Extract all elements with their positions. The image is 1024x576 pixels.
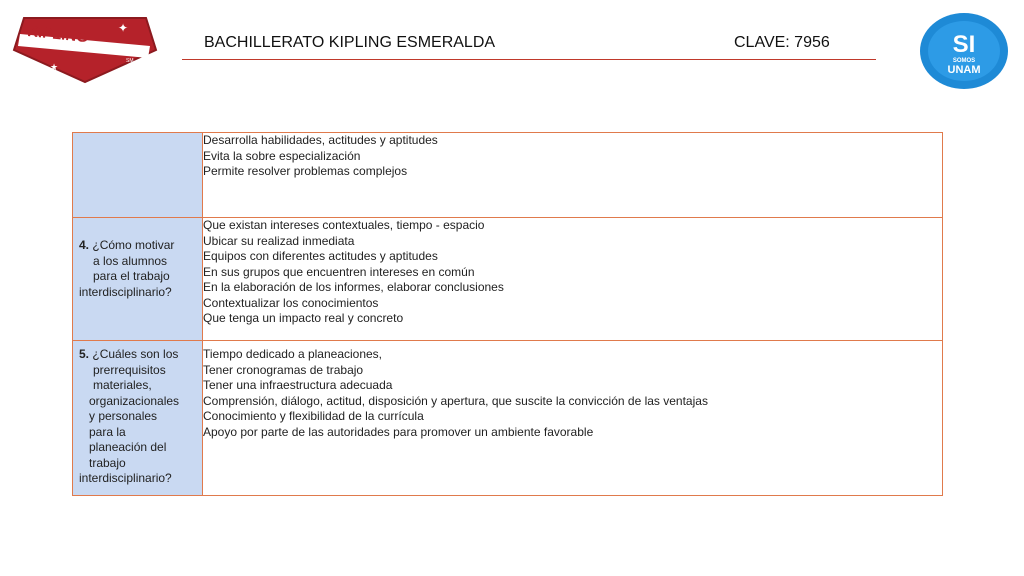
question-cell	[73, 133, 203, 218]
question-number: 4.	[79, 238, 90, 252]
table-row	[73, 218, 943, 341]
svg-text:★: ★	[50, 63, 59, 73]
question-line: trabajo	[89, 455, 126, 470]
question-line: prerrequisitos	[93, 362, 166, 377]
question-cell	[73, 218, 203, 341]
answer-line: Conocimiento y flexibilidad de la currícula	[203, 409, 424, 423]
answer-line: Tiempo dedicado a planeaciones,	[203, 347, 383, 361]
question-line: planeación del	[89, 440, 167, 454]
answer-line: Que existan intereses contextuales, tiempo - espacio	[203, 218, 485, 232]
answer-cell	[203, 341, 943, 496]
question-line: materiales,	[93, 378, 152, 392]
answer-line: Que tenga un impacto real y concreto	[203, 311, 404, 325]
question-line: ¿Cuáles son los	[92, 347, 179, 361]
clave-label: CLAVE: 7956	[734, 34, 830, 51]
question-line: para el trabajo	[93, 269, 170, 283]
answer-line: En sus grupos que encuentren intereses en común	[203, 264, 475, 279]
question-line: ¿Cómo motivar	[92, 238, 175, 252]
question-line: y personales	[89, 409, 158, 423]
svg-text:✦: ✦	[118, 21, 129, 35]
answer-line: Comprensión, diálogo, actitud, disposición y apertura, que suscite la convicción de las ventajas	[203, 393, 708, 408]
answer-line: Ubicar su realizad inmediata	[203, 233, 355, 248]
question-line: para la	[89, 424, 126, 439]
table-row	[73, 133, 943, 218]
kipling-logo	[10, 12, 160, 84]
unam-logo-unam: UNAM	[947, 64, 981, 76]
answer-line: Contextualizar los conocimientos	[203, 295, 379, 310]
question-line: a los alumnos	[93, 253, 168, 268]
answer-line: Apoyo por parte de las autoridades para promover un ambiente favorable	[203, 424, 594, 439]
question-line: interdisciplinario?	[79, 284, 172, 299]
answer-cell	[203, 133, 943, 218]
question-line: interdisciplinario?	[79, 471, 172, 485]
kipling-logo-sm: SM	[126, 58, 134, 64]
answer-line: Evita la sobre especialización	[203, 148, 361, 163]
unam-logo-si: SI	[952, 31, 976, 58]
header-divider	[182, 59, 876, 60]
answer-line: Desarrolla habilidades, actitudes y aptitudes	[203, 133, 438, 147]
question-number: 5.	[79, 347, 90, 361]
qa-table	[72, 132, 943, 496]
answer-line: En la elaboración de los informes, elaborar conclusiones	[203, 280, 504, 294]
answer-line: Permite resolver problemas complejos	[203, 164, 408, 178]
answer-line: Tener una infraestructura adecuada	[203, 378, 393, 392]
kipling-logo-text: KIPLING	[26, 22, 89, 47]
answer-line: Equipos con diferentes actitudes y aptitudes	[203, 249, 438, 263]
page-title: BACHILLERATO KIPLING ESMERALDA	[204, 34, 496, 51]
answer-cell	[203, 218, 943, 341]
unam-logo-somos: SOMOS	[952, 58, 976, 64]
table-row	[73, 341, 943, 496]
question-line: organizacionales	[89, 393, 180, 408]
question-cell	[73, 341, 203, 496]
answer-line: Tener cronogramas de trabajo	[203, 362, 364, 377]
unam-logo	[916, 8, 1012, 94]
